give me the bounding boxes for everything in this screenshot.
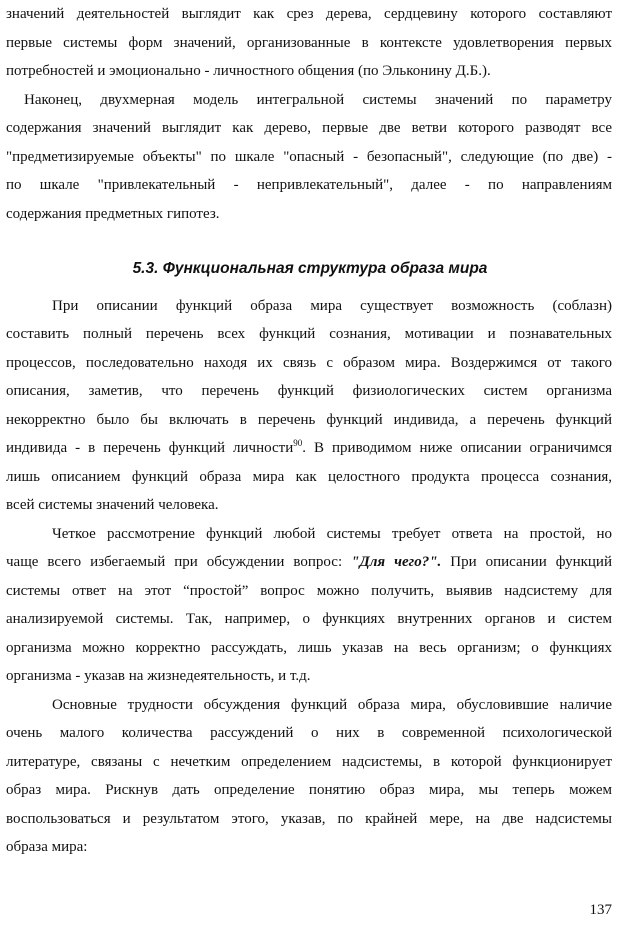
page-number: 137 bbox=[589, 902, 612, 918]
paragraph-1-line-1: значений деятельностей выглядит как срез дерева, сердцевину которого составляют bbox=[6, 6, 612, 22]
paragraph-2-line-5: содержания предметных гипотез. bbox=[6, 206, 220, 222]
section-heading: 5.3. Функциональная структура образа мира bbox=[132, 260, 488, 277]
question-emphasis: "Для чего?". bbox=[351, 554, 442, 570]
paragraph-3-line-2: составить полный перечень всех функций сознания, мотивации и познавательных bbox=[6, 326, 612, 342]
paragraph-4-line-1: Четкое рассмотрение функций любой системы требует ответа на простой, но bbox=[52, 526, 612, 542]
paragraph-5-line-3: литературе, связаны с нечетким определением надсистемы, в которой функционирует bbox=[6, 754, 612, 770]
paragraph-4-line-2 bbox=[6, 552, 612, 572]
paragraph-4-line-5: организма можно корректно рассуждать, лишь указав на весь организм; о функциях bbox=[6, 640, 612, 656]
footnote-marker: 90 bbox=[293, 438, 303, 448]
paragraph-2-line-2: содержания значений выглядит как дерево, первые две ветви которого разводят все bbox=[6, 120, 612, 136]
paragraph-1-line-3: потребностей и эмоционально - личностного общения (по Эльконину Д.Б.). bbox=[6, 63, 491, 79]
paragraph-3-line-7: лишь описанием функций образа мира как целостного продукта процесса сознания, bbox=[6, 469, 612, 485]
paragraph-3-line-6 bbox=[6, 438, 612, 458]
paragraph-2-line-3: "предметизируемые объекты" по шкале "опасный - безопасный", следующие (по две) - bbox=[6, 149, 612, 165]
paragraph-3-line-4: описания, заметив, что перечень функций физиологических систем организма bbox=[6, 383, 612, 399]
paragraph-5-line-6: образа мира: bbox=[6, 839, 88, 855]
footnote-text-after: . В приводимом ниже описании ограничимся bbox=[302, 440, 613, 456]
paragraph-4-line-6: организма - указав на жизнедеятельность, и т.д. bbox=[6, 668, 311, 684]
question-text-before: чаще всего избегаемый при обсуждении вопрос: bbox=[6, 554, 352, 570]
question-text-after: При описании функций bbox=[441, 554, 612, 570]
paragraph-3-line-1: При описании функций образа мира существует возможность (соблазн) bbox=[52, 298, 612, 314]
footnote-text-before: индивида - в перечень функций личности bbox=[6, 440, 294, 456]
paragraph-5-line-4: образ мира. Рискнув дать определение понятию образ мира, мы теперь можем bbox=[6, 782, 612, 798]
paragraph-3-line-5: некорректно было бы включать в перечень функций индивида, а перечень функций bbox=[6, 412, 612, 428]
paragraph-1-line-2: первые системы форм значений, организованные в контексте удовлетворения первых bbox=[6, 35, 612, 51]
paragraph-5-line-2: очень малого количества рассуждений о них в современной психологической bbox=[6, 725, 612, 741]
paragraph-2-line-4: по шкале "привлекательный - непривлекательный", далее - по направлениям bbox=[6, 177, 612, 193]
paragraph-4-line-4: анализируемой системы. Так, например, о функциях внутренних органов и систем bbox=[6, 611, 612, 627]
paragraph-2-line-1: Наконец, двухмерная модель интегральной системы значений по параметру bbox=[24, 92, 612, 108]
paragraph-5-line-1: Основные трудности обсуждения функций образа мира, обусловившие наличие bbox=[52, 697, 612, 713]
paragraph-3-line-8: всей системы значений человека. bbox=[6, 497, 219, 513]
paragraph-5-line-5: воспользоваться и результатом этого, указав, по крайней мере, на две надсистемы bbox=[6, 811, 612, 827]
paragraph-3-line-3: процессов, последовательно находя их связь с образом мира. Воздержимся от такого bbox=[6, 355, 612, 371]
paragraph-4-line-3: системы ответ на этот “простой” вопрос можно получить, выявив надсистему для bbox=[6, 583, 612, 599]
